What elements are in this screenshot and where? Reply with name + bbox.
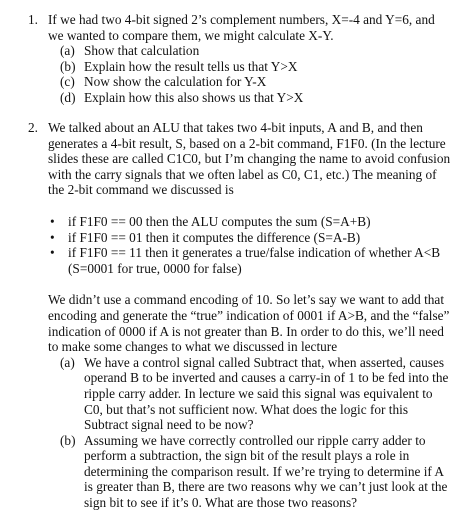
question-2-part-a — [60, 355, 452, 433]
question-1-intro: If we had two 4-bit signed 2’s complement numbers, X=-4 and Y=6, and we wanted to compare them, we might calculate X-Y. — [48, 12, 435, 43]
part-text: Show that calculation — [84, 43, 200, 59]
part-label: (c) — [60, 74, 75, 90]
part-label: (b) — [60, 58, 76, 74]
bullet-text: if F1F0 == 01 then it computes the difference (S=A-B) — [68, 229, 361, 245]
bullet-dot-icon: • — [50, 213, 55, 229]
bullet-dot-icon: • — [50, 245, 55, 261]
part-text: Now show the calculation for Y-X — [84, 74, 267, 90]
part-label: (b) — [60, 432, 76, 448]
part-label: (a) — [60, 354, 75, 370]
bullet-item — [48, 245, 452, 276]
part-label: (d) — [60, 89, 76, 105]
part-text: Explain how this also shows us that Y>X — [84, 89, 304, 105]
question-1-part-d — [60, 90, 452, 106]
question-2-intro: We talked about an ALU that takes two 4-bit inputs, A and B, and then generates a 4-bit result, S, based on a 2-bit command, F1F0. (In the lecture slides these are called C1C0, but I’m changing the name to avoid confusion with the carry signals that we often label as C0, C1, etc.) The meaning of the 2-bit command we discussed is — [48, 120, 451, 198]
question-2-part-b — [60, 433, 452, 511]
question-1-parts — [48, 43, 452, 105]
bullet-text: if F1F0 == 00 then the ALU computes the sum (S=A+B) — [68, 213, 371, 229]
part-text: We have a control signal called Subtract that, when asserted, causes operand B to be inverted and causes a carry-in of 1 to be fed into the ripple carry adder. In lecture we said this signal was equivalent to C0, but that’s not sufficient now. What does the logic for this Subtract signal need to be now? — [84, 354, 449, 433]
command-bullet-list — [48, 214, 452, 276]
question-2-parts — [48, 355, 452, 511]
bullet-item — [48, 214, 452, 230]
question-2-paragraph: We didn’t use a command encoding of 10. So let’s say we want to add that encoding and generate the “true” indication of 0001 if A>B, and the “false” indication of 0000 if A is not greater than B. In order to do this, we’ll need to make some changes to what we discussed in lecture — [48, 292, 450, 355]
part-text: Explain how the result tells us that Y>X — [84, 58, 298, 74]
part-label: (a) — [60, 43, 75, 59]
question-1-part-c — [60, 74, 452, 90]
question-1-number: 1. — [28, 12, 38, 27]
bullet-dot-icon: • — [50, 229, 55, 245]
question-2-body — [48, 120, 452, 511]
question-2-number: 2. — [28, 120, 38, 135]
question-1-part-a — [60, 43, 452, 59]
part-text: Assuming we have correctly controlled our ripple carry adder to perform a subtraction, the sign bit of the result plays a role in determining the comparison result. If we’re trying to determine if A is greater than B, there are two reasons why we can’t just look at the sign bit to see if it’s 0. What are those two reasons? — [84, 432, 448, 511]
question-1-body — [48, 12, 452, 106]
bullet-item — [48, 230, 452, 246]
bullet-text: if F1F0 == 11 then it generates a true/false indication of whether A<B (S=0001 for true, 0000 for false) — [68, 245, 441, 276]
question-1-part-b — [60, 59, 452, 75]
